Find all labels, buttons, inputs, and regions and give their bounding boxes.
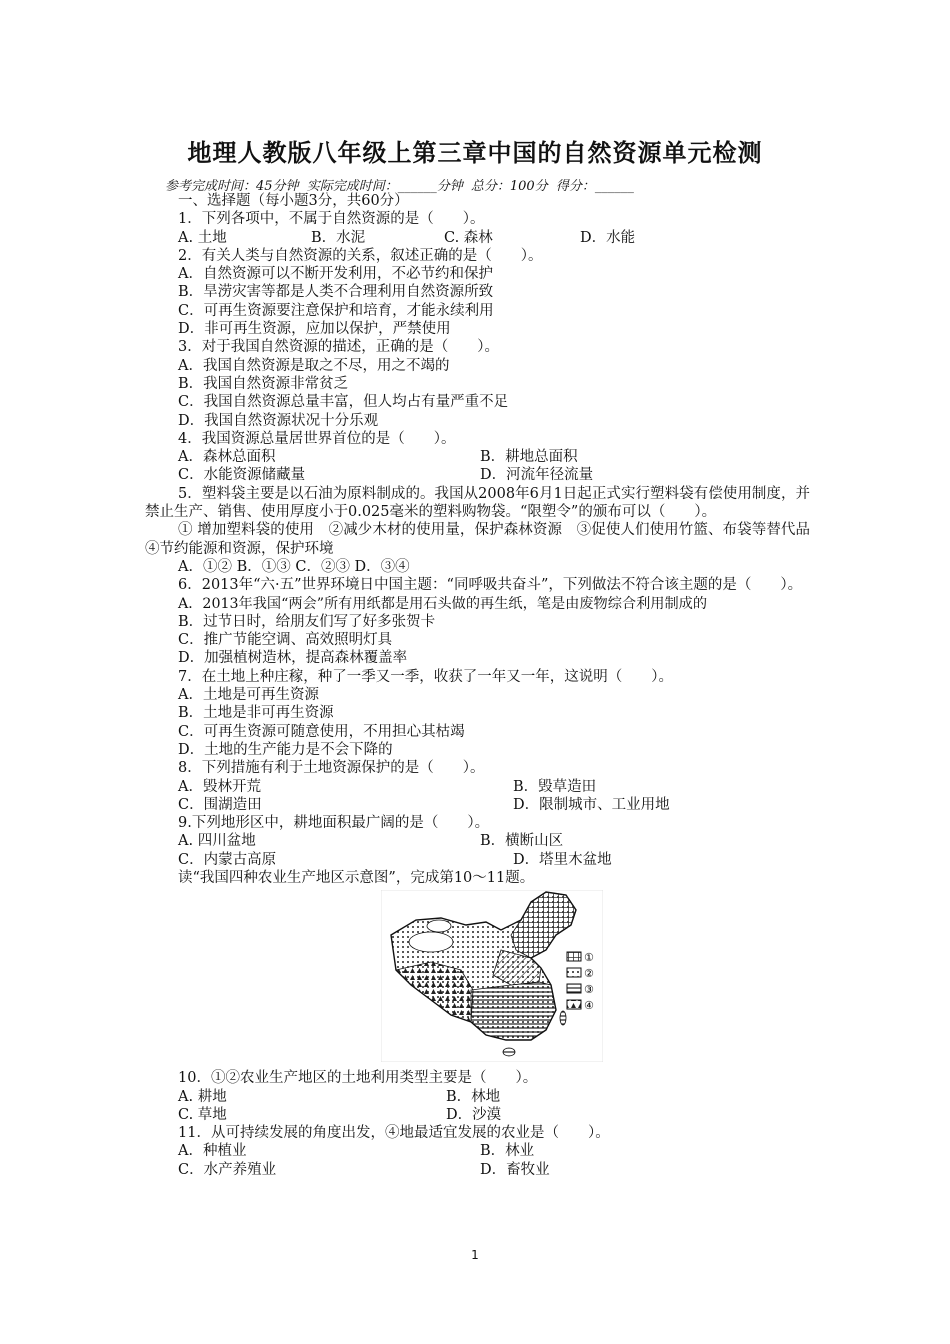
q9-options-row1 [145, 832, 810, 850]
q3-option-a: A．我国自然资源是取之不尽，用之不竭的 [178, 357, 450, 374]
q1-stem: 1．下列各项中，不属于自然资源的是（ ）。 [178, 211, 485, 228]
q11-option-a: A．种植业 [178, 1143, 247, 1160]
q10-option-a: A. 耕地 [178, 1088, 227, 1105]
q5-choices: ① 增加塑料袋的使用 ②减少木材的使用量，保护森林资源 ③促使人们使用竹篮、布袋等替代品 ④节约能源和资源，保护环境 [145, 522, 825, 557]
map-instruction: 读“我国四种农业生产地区示意图”，完成第10～11题。 [178, 869, 535, 886]
legend-label-2: ② [584, 967, 594, 981]
q11-options-row1 [145, 1142, 810, 1160]
q9-stem: 9.下列地形区中，耕地面积最广阔的是（ ）。 [178, 815, 490, 832]
q9-options-row2 [145, 851, 810, 869]
q4-option-a: A．森林总面积 [178, 449, 276, 466]
q4-options-row1 [145, 448, 810, 466]
legend-label-1: ① [584, 951, 594, 965]
q7-option-c: C．可再生资源可随意使用，不用担心其枯竭 [178, 723, 465, 740]
q3-option-b: B．我国自然资源非常贫乏 [178, 375, 349, 392]
q10-option-c: C. 草地 [178, 1106, 227, 1123]
q4-option-d: D．河流年径流量 [480, 467, 594, 484]
q2-option-a: A．自然资源可以不断开发利用，不必节约和保护 [178, 266, 493, 283]
q8-option-d: D．限制城市、工业用地 [513, 796, 670, 813]
legend-label-4: ④ [584, 999, 594, 1013]
q6-stem: 6．2013年“六·五”世界环境日中国主题：“同呼吸共奋斗”，下列做法不符合该主题的是（ ）。 [178, 577, 803, 594]
q11-option-b: B．林业 [480, 1143, 535, 1160]
q7-option-b: B．土地是非可再生资源 [178, 705, 334, 722]
q2-stem: 2．有关人类与自然资源的关系，叙述正确的是（ ）。 [178, 247, 543, 264]
q8-option-b: B．毁草造田 [513, 778, 597, 795]
q4-option-c: C．水能资源储藏量 [178, 467, 306, 484]
q11-options-row2 [145, 1161, 810, 1179]
q6-option-d: D．加强植树造林，提高森林覆盖率 [178, 650, 408, 667]
q3-option-d: D．我国自然资源状况十分乐观 [178, 412, 379, 429]
reference-time: 参考完成时间：45分钟 [165, 179, 299, 194]
q7-option-a: A．土地是可再生资源 [178, 687, 319, 704]
q5-answers: A．①② B．①③ C．②③ D．③④ [178, 558, 410, 575]
q10-options-row2 [145, 1106, 810, 1124]
q1-option-c: C. 森林 [444, 229, 493, 246]
china-agriculture-map [381, 890, 603, 1062]
q11-stem: 11．从可持续发展的角度出发，④地最适宜发展的农业是（ ）。 [178, 1125, 610, 1142]
q11-option-d: D．畜牧业 [480, 1161, 550, 1178]
q10-options-row1 [145, 1088, 810, 1106]
q8-option-c: C．围湖造田 [178, 796, 262, 813]
q6-option-a: A．2013年我国“两会”所有用纸都是用石头做的再生纸，笔是由废物综合利用制成的 [178, 595, 708, 612]
q3-option-c: C．我国自然资源总量丰富，但人均占有量严重不足 [178, 394, 509, 411]
legend-label-3: ③ [584, 983, 594, 997]
q8-stem: 8．下列措施有利于土地资源保护的是（ ）。 [178, 760, 485, 777]
q1-option-d: D．水能 [580, 229, 636, 246]
q7-option-d: D．土地的生产能力是不会下降的 [178, 741, 393, 758]
q2-option-d: D．非可再生资源，应加以保护，严禁使用 [178, 321, 451, 338]
q9-option-c: C．内蒙古高原 [178, 851, 277, 868]
q4-stem: 4．我国资源总量居世界首位的是（ ）。 [178, 430, 456, 447]
page-number: 1 [471, 1248, 479, 1262]
q1-option-b: B．水泥 [311, 229, 366, 246]
total-score: 总分：100分 [470, 179, 548, 194]
q1-option-a: A. 土地 [178, 229, 227, 246]
q4-options-row2 [145, 466, 810, 484]
q1-options [145, 229, 810, 247]
q4-option-b: B．耕地总面积 [480, 449, 578, 466]
question-body [145, 192, 825, 1179]
q8-option-a: A．毁林开荒 [178, 778, 261, 795]
q9-option-b: B．横断山区 [480, 833, 564, 850]
q9-option-d: D．塔里木盆地 [513, 851, 612, 868]
agriculture-map-figure [145, 890, 810, 1066]
q3-stem: 3．对于我国自然资源的描述，正确的是（ ）。 [178, 339, 499, 356]
q8-options-row2 [145, 796, 810, 814]
student-score: 得分：______ [555, 179, 634, 194]
page-title: 地理人教版八年级上第三章中国的自然资源单元检测 [187, 138, 763, 167]
q10-option-d: D．沙漠 [446, 1106, 502, 1123]
q6-option-c: C．推广节能空调、高效照明灯具 [178, 632, 393, 649]
q10-stem: 10．①②农业生产地区的土地利用类型主要是（ ）。 [178, 1070, 538, 1087]
q2-option-c: C．可再生资源要注意保护和培育，才能永续利用 [178, 302, 494, 319]
actual-time: 实际完成时间：______分钟 [306, 179, 463, 194]
q11-option-c: C．水产养殖业 [178, 1161, 277, 1178]
q9-option-a: A. 四川盆地 [178, 833, 256, 850]
q2-option-b: B．旱涝灾害等都是人类不合理利用自然资源所致 [178, 284, 494, 301]
q8-options-row1 [145, 778, 810, 796]
q7-stem: 7．在土地上种庄稼，种了一季又一季，收获了一年又一年，这说明（ ）。 [178, 668, 673, 685]
q5-stem: 5．塑料袋主要是以石油为原料制成的。我国从2008年6月1日起正式实行塑料袋有偿使用制度，并禁止生产、销售、使用厚度小于0.025毫米的塑料购物袋。“限塑令”的颁布可以（ ）。 [145, 485, 810, 521]
q6-option-b: B．过节日时，给朋友们写了好多张贺卡 [178, 613, 436, 630]
section-heading: 一、选择题（每小题3分，共60分） [178, 193, 409, 209]
q10-option-b: B．林地 [446, 1088, 501, 1105]
